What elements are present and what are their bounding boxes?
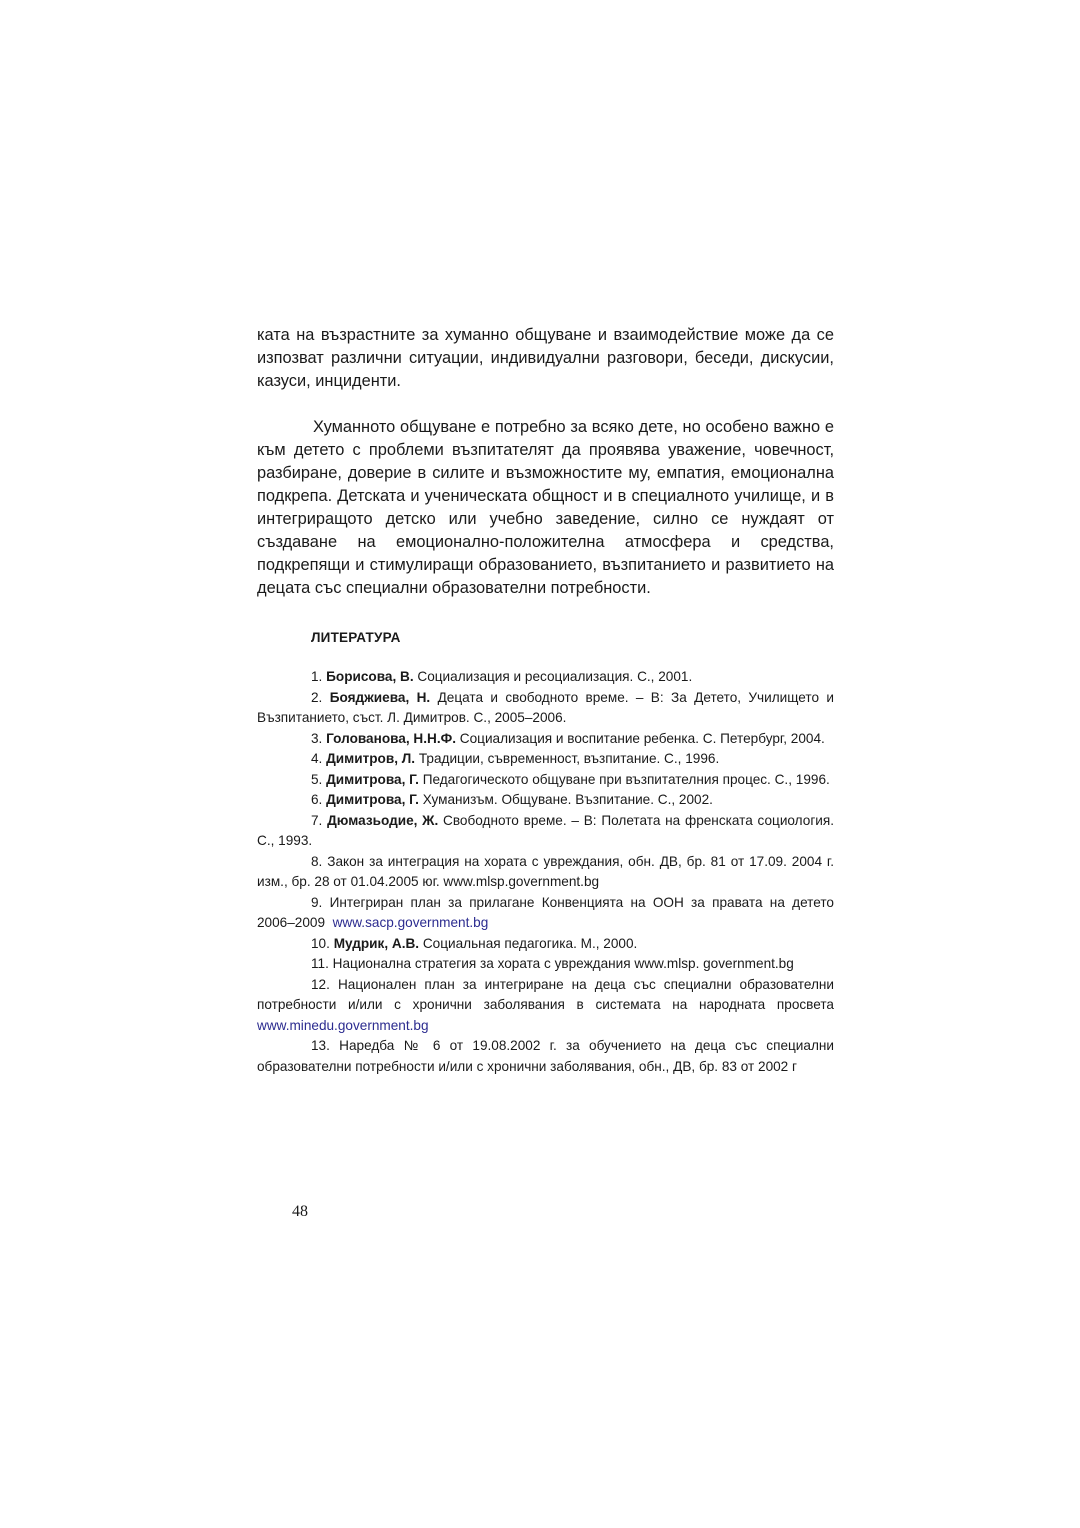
reference-item: 8. Закон за интеграция на хората с увреждания, обн. ДВ, бр. 81 от 17.09. 2004 г. изм., бр. 28 от 01.04.2005 юг. www.mlsp.government.bg xyxy=(257,853,834,889)
reference-link[interactable]: www.minedu.government.bg xyxy=(257,1017,429,1033)
reference-item: 10. Мудрик, А.В. Социальная педагогика. М., 2000. xyxy=(311,935,638,951)
reference-item: 11. Национална стратегия за хората с увреждания www.mlsp. government.bg xyxy=(311,956,794,971)
reference-item: 12. Национален план за интегриране на деца със специални образователни потребности и/или с хронични заболявания в системата на народната просвета www.minedu.government.bg xyxy=(257,976,835,1033)
reference-item: 1. Борисова, В. Социализация и ресоциализация. С., 2001. xyxy=(311,669,693,684)
reference-item: 2. Бояджиева, Н. Децата и свободното време. – В: За Детето, Училището и Възпитанието, съст. Л. Димитров. С., 2005–2006. xyxy=(257,689,834,725)
reference-item: 4. Димитров, Л. Традиции, съвременност, възпитание. С., 1996. xyxy=(311,751,720,766)
paragraph-humane-communication: Хуманното общуване е потребно за всяко дете, но особено важно е към детето с проблеми възпитателят да проявява уважение, човечност, разбиране, доверие в силите и възможностите му, емпатия, емоционална подкрепа. Детската и ученическата общност и в специалното училище, и в интегриращото детско или учебно заведение, силно се нуждаят от създаване на емоционално-положителна атмосфера и средства, подкрепящи и стимулиращи образованието, възпитанието и развитието на децата със специални образователни потребности. xyxy=(257,418,834,597)
reference-link[interactable]: www.sacp.government.bg xyxy=(332,915,489,930)
literature-heading: ЛИТЕРАТУРА xyxy=(311,630,401,645)
reference-item: 13. Наредба № 6 от 19.08.2002 г. за обучението на деца със специални образователни потребности и/или с хронични заболявания, обн., ДВ, бр. 83 от 2002 г xyxy=(257,1038,834,1074)
reference-item: 3. Голованова, Н.Н.Ф. Социализация и воспитание ребенка. С. Петербург, 2004. xyxy=(311,730,825,746)
page-body xyxy=(257,324,834,1077)
reference-item: 7. Дюмазьодие, Ж. Свободното време. – В: Полетата на френската социология. С., 1993. xyxy=(257,812,835,848)
reference-item: 9. Интегриран план за прилагане Конвенцията на ООН за правата на детето 2006–2009 www.sacp.government.bg xyxy=(257,894,834,930)
page-number: 48 xyxy=(292,1203,308,1220)
paragraph-continuation: ката на възрастните за хуманно общуване и взаимодействие може да се изпозват различни ситуации, индивидуални разговори, беседи, дискусии, казуси, инциденти. xyxy=(257,326,834,390)
reference-item: 5. Димитрова, Г. Педагогическото общуване при възпитателния процес. С., 1996. xyxy=(311,771,830,787)
references-list xyxy=(257,667,834,1077)
reference-item: 6. Димитрова, Г. Хуманизъм. Общуване. Възпитание. С., 2002. xyxy=(311,792,713,807)
